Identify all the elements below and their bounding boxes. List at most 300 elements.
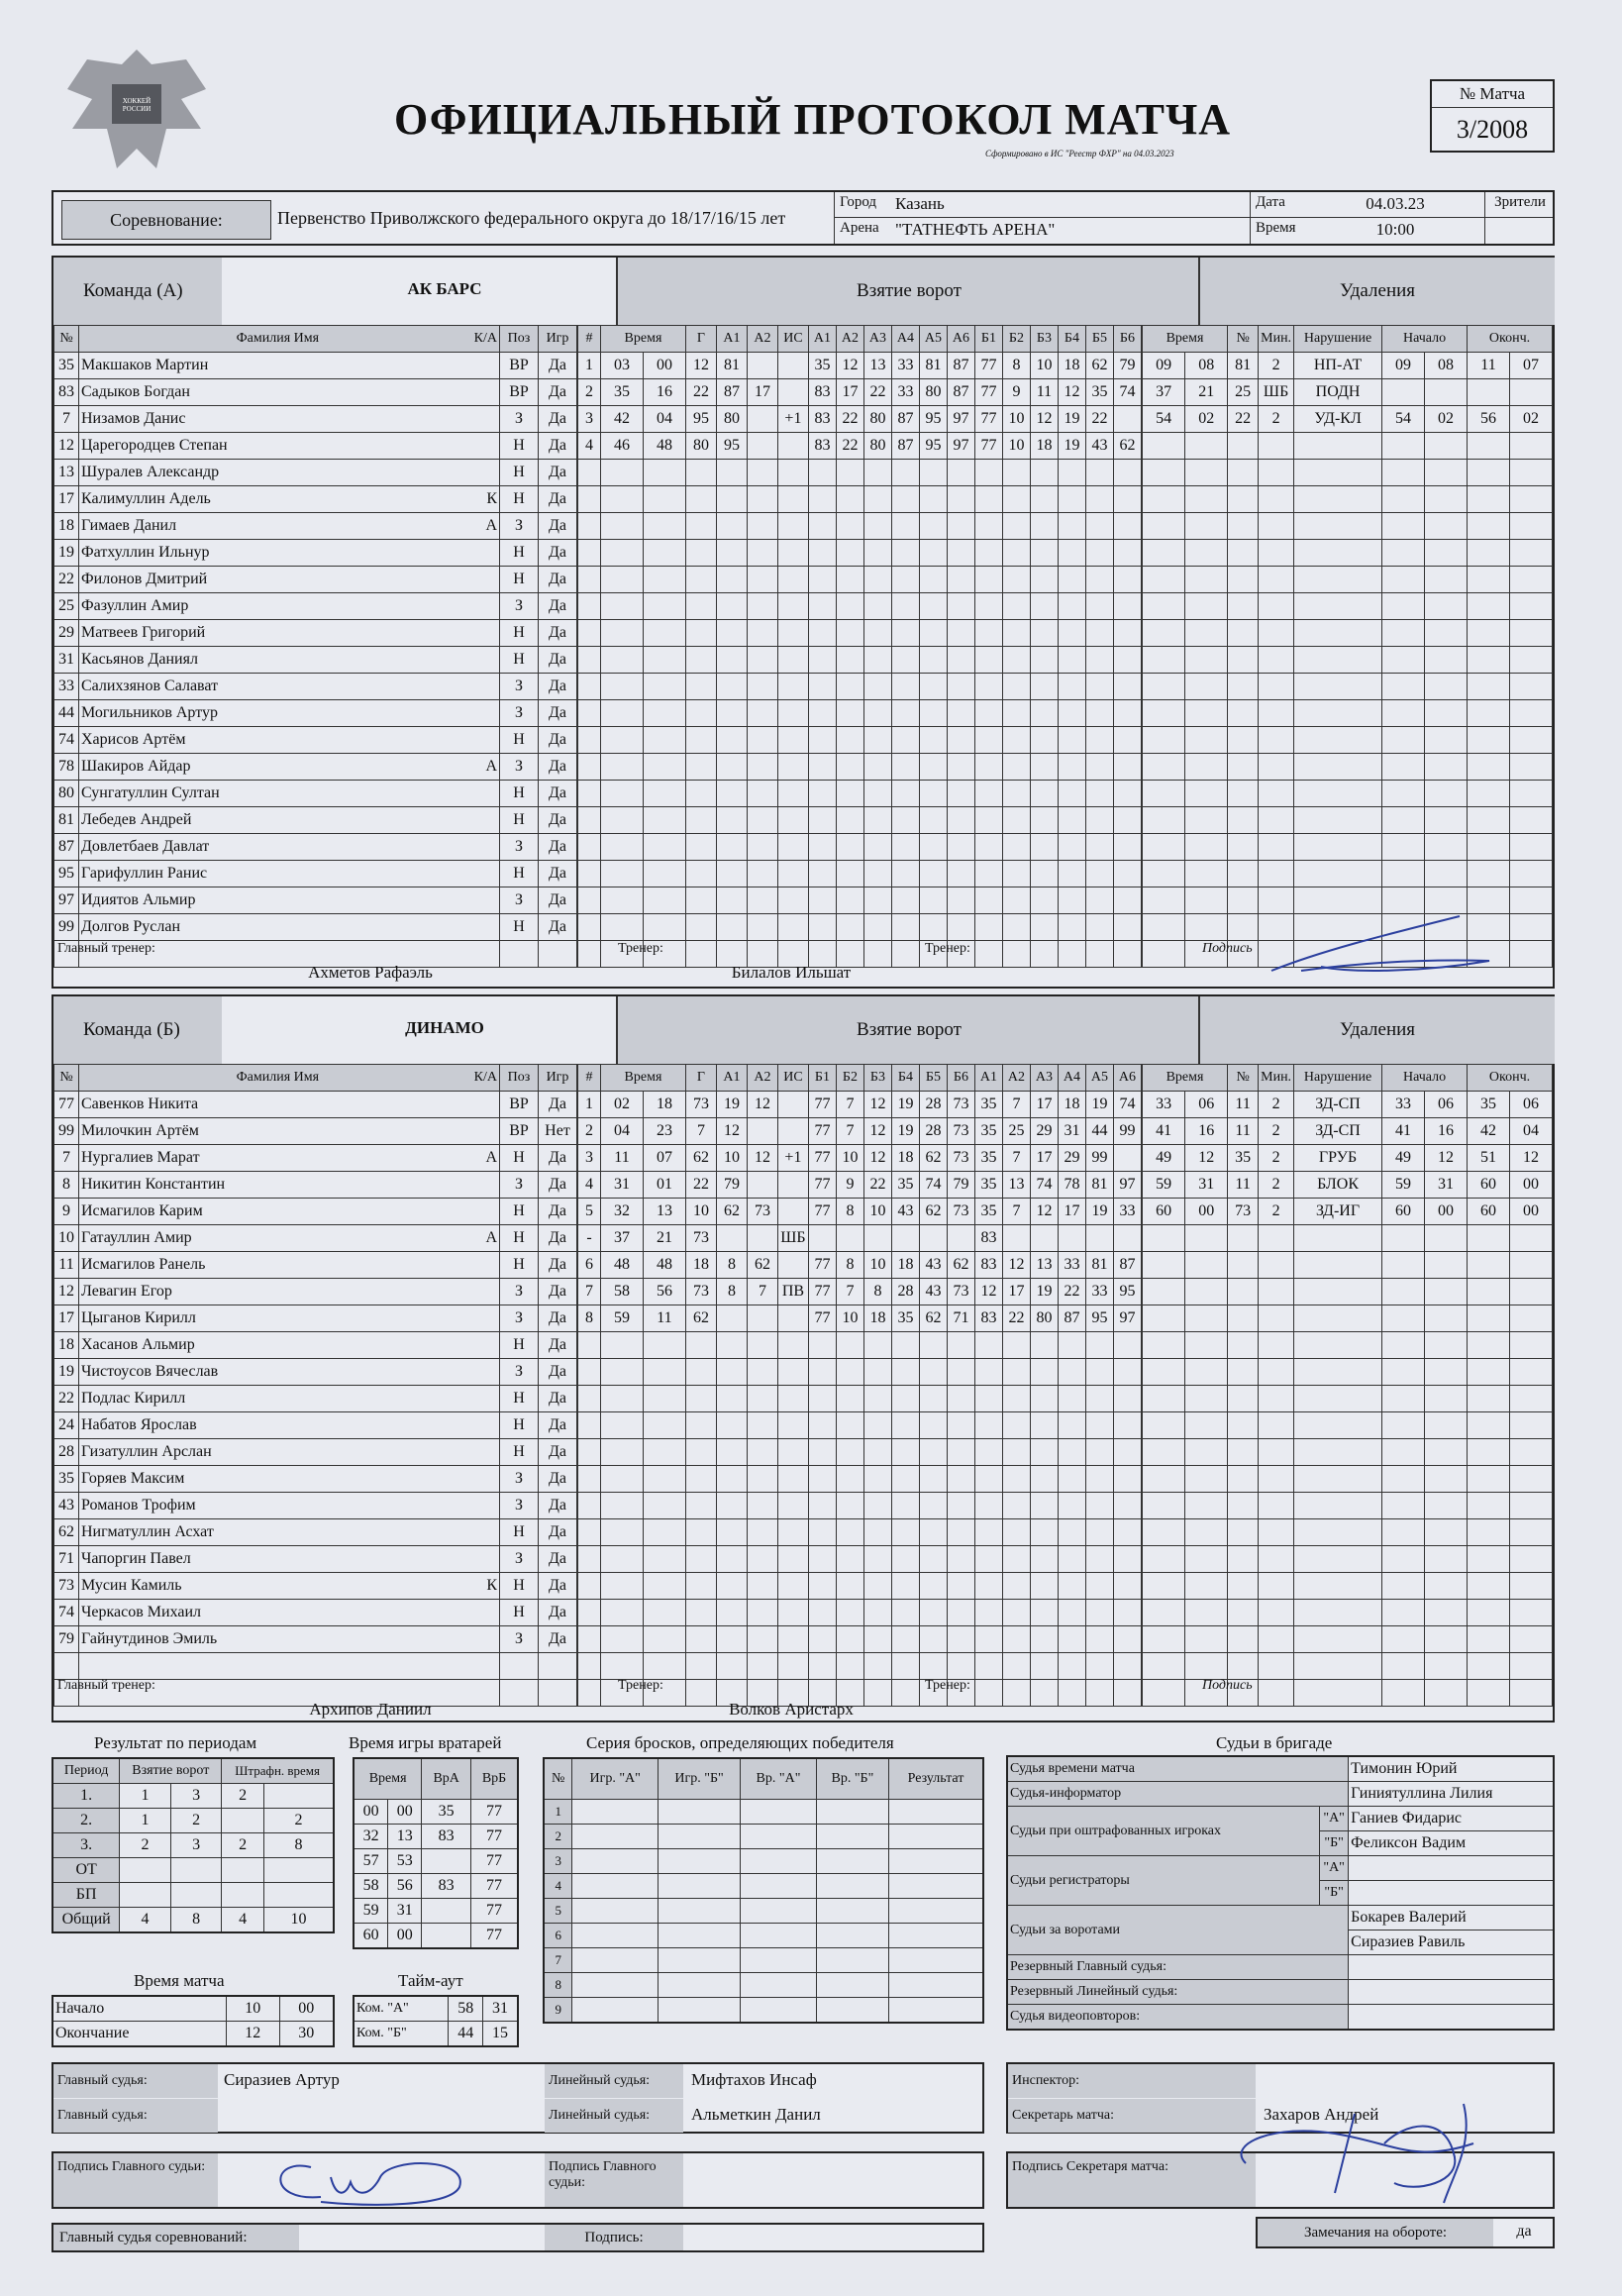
goal-cell (891, 540, 919, 567)
period-row (52, 1784, 334, 1809)
goal-cell: 8 (1002, 353, 1030, 379)
goal-cell: 95 (919, 433, 947, 460)
player-number: 43 (54, 1493, 79, 1519)
penalty-cell (1294, 1386, 1382, 1412)
goal-cell (808, 1519, 836, 1546)
goal-cell (919, 647, 947, 674)
goal-cell: 33 (1085, 1279, 1113, 1305)
goal-cell (1113, 567, 1142, 593)
goal-cell: 18 (643, 1092, 685, 1118)
player-number: 78 (54, 754, 79, 781)
goal-cell: 56 (643, 1279, 685, 1305)
penalty-cell (1142, 1386, 1185, 1412)
player-played: Да (539, 486, 578, 513)
player-played: Да (539, 433, 578, 460)
goal-cell (891, 1412, 919, 1439)
goal-cell (777, 861, 808, 887)
shootout-cell (741, 1998, 817, 2024)
penalty-cell (1382, 1600, 1425, 1626)
player-pos: Н (500, 781, 539, 807)
player-name: Савенков Никита (79, 1092, 500, 1118)
penalty-cell (1185, 1386, 1228, 1412)
goal-cell (1030, 1519, 1058, 1546)
penalty-cell: 51 (1468, 1145, 1510, 1172)
goal-cell (747, 647, 777, 674)
goal-cell: 13 (1030, 1252, 1058, 1279)
goal-cell (836, 593, 863, 620)
penalty-cell (1468, 1573, 1510, 1600)
penalty-cell (1185, 486, 1228, 513)
goal-cell (577, 887, 601, 914)
penalty-cell (1228, 807, 1259, 834)
player-played: Да (539, 834, 578, 861)
goal-cell (1058, 1519, 1085, 1546)
goal-cell: 73 (685, 1225, 716, 1252)
penalty-cell: 11 (1228, 1118, 1259, 1145)
col-onice: А2 (836, 326, 863, 353)
shootout-cell (572, 1899, 659, 1924)
player-number: 79 (54, 1626, 79, 1653)
goal-cell (863, 1412, 891, 1439)
goal-cell (777, 379, 808, 406)
period-cell (222, 1858, 264, 1883)
goalie-row (354, 1825, 518, 1849)
penalty-cell: 12 (1185, 1145, 1228, 1172)
shootout-cell (889, 1800, 983, 1825)
player-played: Да (539, 914, 578, 941)
penalty-cell (1468, 593, 1510, 620)
goal-cell (577, 674, 601, 700)
goal-cell (601, 861, 644, 887)
goal-cell (863, 1600, 891, 1626)
shootout-row (544, 1800, 983, 1825)
goal-cell (947, 1359, 974, 1386)
player-pos: Н (500, 1386, 539, 1412)
goal-cell: 77 (808, 1199, 836, 1225)
goal-cell (836, 914, 863, 941)
penalty-cell (1382, 460, 1425, 486)
goal-cell (1058, 914, 1085, 941)
player-played: Да (539, 781, 578, 807)
player-number: 71 (54, 1546, 79, 1573)
player-number: 17 (54, 486, 79, 513)
goal-cell (643, 540, 685, 567)
shootout-cell (889, 1849, 983, 1874)
shootout-row (544, 1948, 983, 1973)
goal-cell: 62 (1113, 433, 1142, 460)
goal-cell (891, 513, 919, 540)
goal-cell: 74 (919, 1172, 947, 1199)
goal-cell (863, 1546, 891, 1573)
penalty-cell (1468, 379, 1510, 406)
penalty-cell (1142, 674, 1185, 700)
goal-cell (947, 1439, 974, 1466)
goal-cell (919, 486, 947, 513)
goal-cell (836, 781, 863, 807)
shootout-row (544, 1874, 983, 1899)
penalty-cell (1468, 1653, 1510, 1680)
goal-cell (685, 1466, 716, 1493)
goal-cell (1085, 540, 1113, 567)
goal-cell: 73 (685, 1092, 716, 1118)
period-row (52, 1883, 334, 1908)
shootout-cell (889, 1899, 983, 1924)
goal-cell (577, 486, 601, 513)
goal-cell (1113, 1573, 1142, 1600)
goal-cell (974, 1412, 1002, 1439)
shootout-cell (658, 1800, 740, 1825)
goal-cell (577, 1600, 601, 1626)
shootout-col: Игр. "А" (572, 1758, 659, 1800)
shootout-cell (658, 1924, 740, 1948)
goal-cell (974, 647, 1002, 674)
shootout-cell (658, 1998, 740, 2024)
goal-cell: 12 (1002, 1252, 1030, 1279)
goal-cell (947, 460, 974, 486)
goal-cell: 73 (947, 1199, 974, 1225)
penalty-cell (1259, 1279, 1294, 1305)
goal-cell (685, 647, 716, 674)
penalty-cell (1185, 1546, 1228, 1573)
player-number: 9 (54, 1199, 79, 1225)
goal-cell (777, 1466, 808, 1493)
period-row (52, 1809, 334, 1833)
player-number (54, 1653, 79, 1680)
player-number: 13 (54, 460, 79, 486)
player-pos: З (500, 754, 539, 781)
official-extra-label: Судья видеоповторов: (1007, 2005, 1349, 2031)
goal-cell (919, 700, 947, 727)
goal-cell: 03 (601, 353, 644, 379)
player-pos: Н (500, 727, 539, 754)
penalty-cell (1142, 593, 1185, 620)
goal-cell (1002, 540, 1030, 567)
goal-cell (601, 1466, 644, 1493)
penalty-cell (1259, 1412, 1294, 1439)
goal-cell (577, 567, 601, 593)
goal-cell (808, 1386, 836, 1412)
goal-cell (1058, 834, 1085, 861)
goal-cell (836, 1359, 863, 1386)
goal-cell: 77 (808, 1279, 836, 1305)
goal-cell (891, 1546, 919, 1573)
goal-cell (1113, 1680, 1142, 1707)
shootout-cell (741, 1924, 817, 1948)
goal-cell (685, 593, 716, 620)
penalty-cell (1509, 1653, 1552, 1680)
period-cell (120, 1858, 171, 1883)
goal-cell (891, 593, 919, 620)
goal-cell (747, 1600, 777, 1626)
col-num: № (54, 1065, 79, 1092)
goal-cell: 07 (643, 1145, 685, 1172)
goal-cell (836, 807, 863, 834)
goal-cell (1058, 1386, 1085, 1412)
penalty-cell (1185, 567, 1228, 593)
goal-cell (1085, 1600, 1113, 1626)
official-name: Тимонин Юрий (1349, 1756, 1554, 1782)
goal-cell (643, 567, 685, 593)
goal-cell (1002, 1600, 1030, 1626)
goal-cell (919, 1600, 947, 1626)
penalty-cell (1382, 700, 1425, 727)
chief-referee-box (51, 2223, 984, 2252)
player-pos: ВР (500, 1118, 539, 1145)
goal-cell (777, 727, 808, 754)
goal-cell (577, 727, 601, 754)
goal-cell (716, 1493, 747, 1519)
penalty-cell (1468, 1279, 1510, 1305)
goal-cell: 7 (747, 1279, 777, 1305)
goal-cell (1058, 460, 1085, 486)
goal-cell (643, 1439, 685, 1466)
goal-cell (1058, 700, 1085, 727)
goal-cell (974, 486, 1002, 513)
penalty-cell (1142, 433, 1185, 460)
penalty-cell (1382, 540, 1425, 567)
penalty-cell (1425, 1626, 1468, 1653)
goal-cell (1030, 1466, 1058, 1493)
goal-cell (891, 781, 919, 807)
goal-cell (974, 861, 1002, 887)
timeout-a-m: 58 (449, 1996, 483, 2022)
penalty-cell (1259, 1573, 1294, 1600)
penalty-cell (1425, 1305, 1468, 1332)
penalty-cell (1468, 1626, 1510, 1653)
goal-cell (1085, 754, 1113, 781)
goal-cell (777, 1573, 808, 1600)
penalty-cell (1185, 834, 1228, 861)
penalty-cell (1294, 727, 1382, 754)
player-pos: Н (500, 914, 539, 941)
goal-cell: 22 (1058, 1279, 1085, 1305)
period-cell (170, 1883, 222, 1908)
goal-cell: 12 (863, 1092, 891, 1118)
penalty-cell (1228, 1653, 1259, 1680)
penalty-cell (1228, 1332, 1259, 1359)
period-cell: БП (52, 1883, 120, 1908)
table-row (54, 1653, 1553, 1680)
player-pos: Н (500, 1199, 539, 1225)
goal-cell: 87 (947, 379, 974, 406)
penalty-cell (1228, 1573, 1259, 1600)
penalty-cell (1425, 620, 1468, 647)
pim-col: Штрафн. время (222, 1758, 334, 1784)
penalty-box-a: "А" (1320, 1807, 1349, 1831)
penalty-cell (1425, 433, 1468, 460)
line-referee-1: Мифтахов Инсаф (691, 2070, 817, 2089)
penalty-cell (1259, 1359, 1294, 1386)
penalty-cell: 2 (1259, 1172, 1294, 1199)
periods-table (51, 1757, 335, 1933)
player-pos: З (500, 1626, 539, 1653)
spectators-label: Зрители (1494, 194, 1546, 210)
goal-cell (685, 861, 716, 887)
goal-cell (716, 1439, 747, 1466)
penalty-cell (1259, 861, 1294, 887)
penalty-cell (1294, 1332, 1382, 1359)
goal-cell (1030, 1573, 1058, 1600)
goal-cell (1113, 1412, 1142, 1439)
goal-cell: 99 (1085, 1145, 1113, 1172)
penalty-cell (1425, 781, 1468, 807)
penalty-cell (1142, 1439, 1185, 1466)
player-number: 95 (54, 861, 79, 887)
penalty-cell: 06 (1509, 1092, 1552, 1118)
goal-cell (891, 834, 919, 861)
penalty-cell (1259, 674, 1294, 700)
penalty-cell: 37 (1142, 379, 1185, 406)
shootout-num: 8 (544, 1973, 572, 1998)
goal-cell (601, 914, 644, 941)
team-b-penalties-title: Удаления (1198, 996, 1555, 1064)
goal-cell: 35 (974, 1199, 1002, 1225)
team-b-head-coach-label: Главный тренер: (57, 1678, 155, 1693)
goal-cell (685, 914, 716, 941)
player-played: Да (539, 1573, 578, 1600)
goal-cell (863, 486, 891, 513)
player-number: 10 (54, 1225, 79, 1252)
player-number: 74 (54, 1600, 79, 1626)
penalty-cell (1259, 1332, 1294, 1359)
goal-cell: 19 (1058, 433, 1085, 460)
penalty-cell (1468, 1305, 1510, 1332)
goal-cell: 79 (1113, 353, 1142, 379)
goal-cell (974, 887, 1002, 914)
goalie-cell: 83 (422, 1825, 471, 1849)
player-name: Садыков Богдан (79, 379, 500, 406)
player-played: Да (539, 1359, 578, 1386)
goal-cell: 12 (685, 353, 716, 379)
goal-cell (1058, 1412, 1085, 1439)
goal-cell (947, 1386, 974, 1412)
player-number: 19 (54, 1359, 79, 1386)
goal-cell (1113, 1519, 1142, 1546)
goal-cell (777, 567, 808, 593)
goal-cell (836, 1546, 863, 1573)
sign-main-label-2: Подпись Главного судьи: (545, 2153, 683, 2207)
goal-cell (1085, 674, 1113, 700)
penalty-cell (1468, 1466, 1510, 1493)
player-number: 22 (54, 1386, 79, 1412)
penalty-cell (1382, 727, 1425, 754)
goal-cell (836, 620, 863, 647)
goal-cell (974, 620, 1002, 647)
goal-cell (947, 593, 974, 620)
goal-cell: 83 (974, 1305, 1002, 1332)
goal-cell (836, 1466, 863, 1493)
goal-cell (891, 861, 919, 887)
goal-cell (919, 1519, 947, 1546)
player-pos: Н (500, 861, 539, 887)
goal-cell (947, 1466, 974, 1493)
penalty-cell (1294, 674, 1382, 700)
penalty-cell (1425, 1653, 1468, 1680)
penalty-cell: 41 (1382, 1118, 1425, 1145)
goal-cell (1030, 1626, 1058, 1653)
goal-cell: 83 (808, 406, 836, 433)
goal-cell: 48 (601, 1252, 644, 1279)
penalty-cell (1382, 807, 1425, 834)
goal-cell (808, 593, 836, 620)
goal-cell (919, 1412, 947, 1439)
goal-cell (836, 1225, 863, 1252)
goal-cell (1113, 807, 1142, 834)
col-goal: Время (601, 326, 686, 353)
goal-cell (577, 754, 601, 781)
penalty-cell (1425, 754, 1468, 781)
penalty-cell (1509, 540, 1552, 567)
shootout-cell (658, 1849, 740, 1874)
penalty-cell (1142, 620, 1185, 647)
penalty-cell (1468, 1519, 1510, 1546)
shootout-num: 1 (544, 1800, 572, 1825)
penalty-cell (1185, 593, 1228, 620)
goal-cell: 87 (947, 353, 974, 379)
penalty-cell (1185, 861, 1228, 887)
goal-cell (947, 1493, 974, 1519)
goal-cell: 19 (891, 1118, 919, 1145)
penalty-cell (1468, 567, 1510, 593)
goal-cell (777, 1546, 808, 1573)
penalty-cell (1294, 1225, 1382, 1252)
penalty-cell (1294, 1626, 1382, 1653)
goal-cell: 80 (919, 379, 947, 406)
player-number: 8 (54, 1172, 79, 1199)
penalty-cell (1294, 1573, 1382, 1600)
goal-cell: +1 (777, 406, 808, 433)
penalty-cell (1468, 1386, 1510, 1412)
penalty-cell (1382, 1439, 1425, 1466)
goal-cell (1058, 1359, 1085, 1386)
goal-cell (601, 513, 644, 540)
goal-cell (1002, 1546, 1030, 1573)
goal-cell: 10 (1030, 353, 1058, 379)
goal-cell: 87 (716, 379, 747, 406)
goal-cell (1085, 460, 1113, 486)
goal-cell (1058, 1332, 1085, 1359)
team-b-section (51, 994, 1555, 1722)
penalty-cell (1382, 861, 1425, 887)
shootout-cell (658, 1948, 740, 1973)
penalty-cell (1185, 1626, 1228, 1653)
player-played: Да (539, 353, 578, 379)
goal-cell (1002, 834, 1030, 861)
goal-cell (777, 1305, 808, 1332)
penalty-cell (1259, 1653, 1294, 1680)
goal-cell (1085, 593, 1113, 620)
page-title: ОФИЦИАЛЬНЫЙ ПРОТОКОЛ МАТЧА (394, 95, 1232, 144)
penalty-cell (1185, 1305, 1228, 1332)
penalty-cell: 25 (1228, 379, 1259, 406)
goal-cell: 10 (836, 1145, 863, 1172)
goal-cell (643, 807, 685, 834)
goal-cell (891, 700, 919, 727)
goal-cell (1085, 1653, 1113, 1680)
goal-cell (919, 807, 947, 834)
goal-cell (1058, 1573, 1085, 1600)
col-onice: А5 (919, 326, 947, 353)
goal-cell (747, 674, 777, 700)
goal-cell (863, 1573, 891, 1600)
goal-cell (747, 914, 777, 941)
table-row (54, 1332, 1553, 1359)
player-number: 77 (54, 1092, 79, 1118)
player-pos: Н (500, 1332, 539, 1359)
penalty-cell (1425, 593, 1468, 620)
goal-cell (1058, 807, 1085, 834)
goal-cell: 77 (808, 1305, 836, 1332)
